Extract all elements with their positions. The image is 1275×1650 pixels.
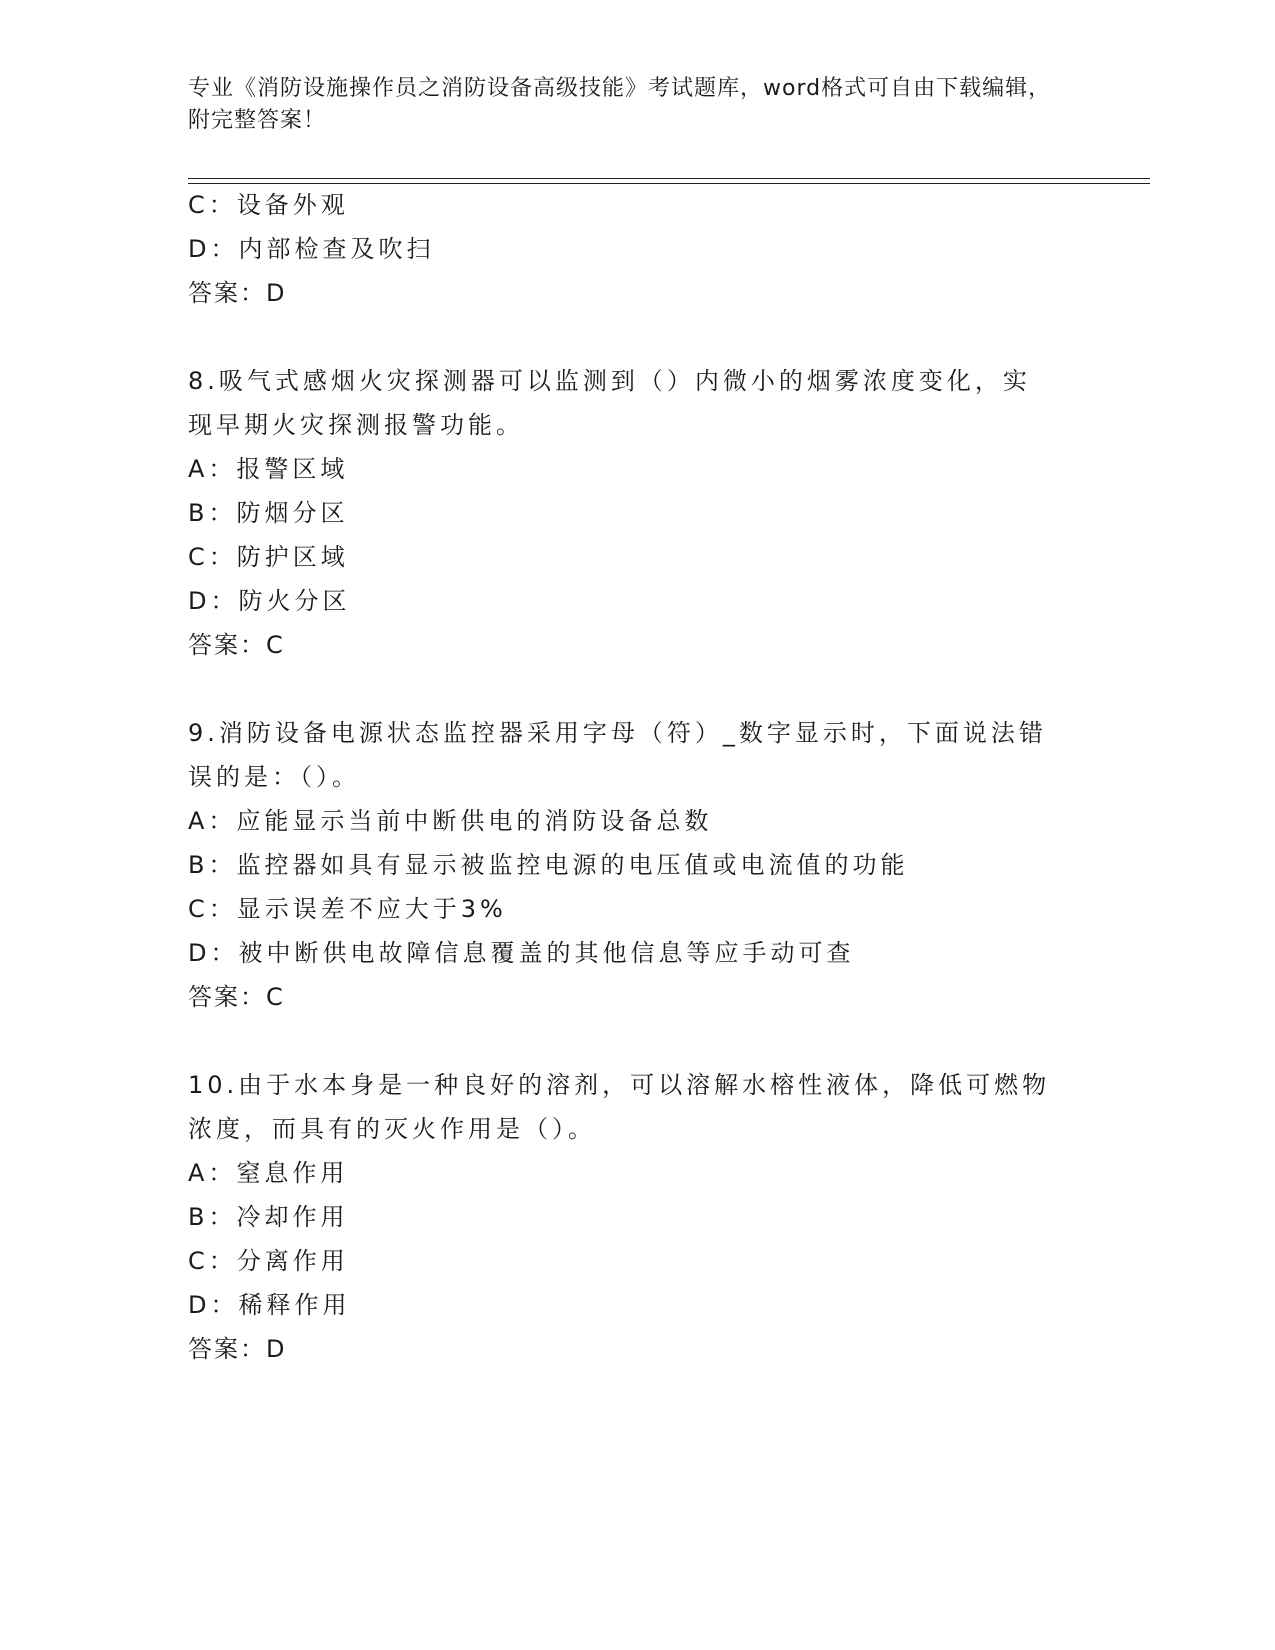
question-stem: 10.由于水本身是一种良好的溶剂，可以溶解水榕性液体，降低可燃物 bbox=[188, 1071, 1051, 1099]
answer-line: 答案：D bbox=[188, 1335, 287, 1363]
option-b: B：冷却作用 bbox=[188, 1203, 349, 1231]
question-stem: 8.吸气式感烟火灾探测器可以监测到（）内微小的烟雾浓度变化，实 bbox=[188, 367, 1031, 395]
document-header: 专业《消防设施操作员之消防设备高级技能》考试题库，word格式可自由下载编辑，附完整答案！ bbox=[188, 76, 1052, 133]
option-c: C：分离作用 bbox=[188, 1247, 349, 1275]
option-a: A：报警区域 bbox=[188, 455, 349, 483]
question-stem-cont: 浓度，而具有的灭火作用是（）。 bbox=[188, 1115, 596, 1143]
option-d: D：内部检查及吹扫 bbox=[188, 235, 435, 263]
option-b: B：防烟分区 bbox=[188, 499, 349, 527]
option-c: C：显示误差不应大于3% bbox=[188, 895, 507, 923]
answer-line: 答案：C bbox=[188, 631, 285, 659]
option-a: A：应能显示当前中断供电的消防设备总数 bbox=[188, 807, 713, 835]
answer-line: 答案：C bbox=[188, 983, 285, 1011]
question-stem-cont: 误的是：（）。 bbox=[188, 763, 360, 791]
option-c: C：设备外观 bbox=[188, 191, 349, 219]
header-divider-top bbox=[188, 178, 1150, 179]
option-d: D：稀释作用 bbox=[188, 1291, 351, 1319]
option-d: D：防火分区 bbox=[188, 587, 351, 615]
option-b: B：监控器如具有显示被监控电源的电压值或电流值的功能 bbox=[188, 851, 909, 879]
question-stem-cont: 现早期火灾探测报警功能。 bbox=[188, 411, 524, 439]
option-c: C：防护区域 bbox=[188, 543, 349, 571]
header-divider-bottom bbox=[188, 183, 1150, 184]
question-stem: 9.消防设备电源状态监控器采用字母（符）_数字显示时，下面说法错 bbox=[188, 719, 1047, 747]
answer-line: 答案：D bbox=[188, 279, 287, 307]
option-d: D：被中断供电故障信息覆盖的其他信息等应手动可查 bbox=[188, 939, 855, 967]
option-a: A：窒息作用 bbox=[188, 1159, 349, 1187]
